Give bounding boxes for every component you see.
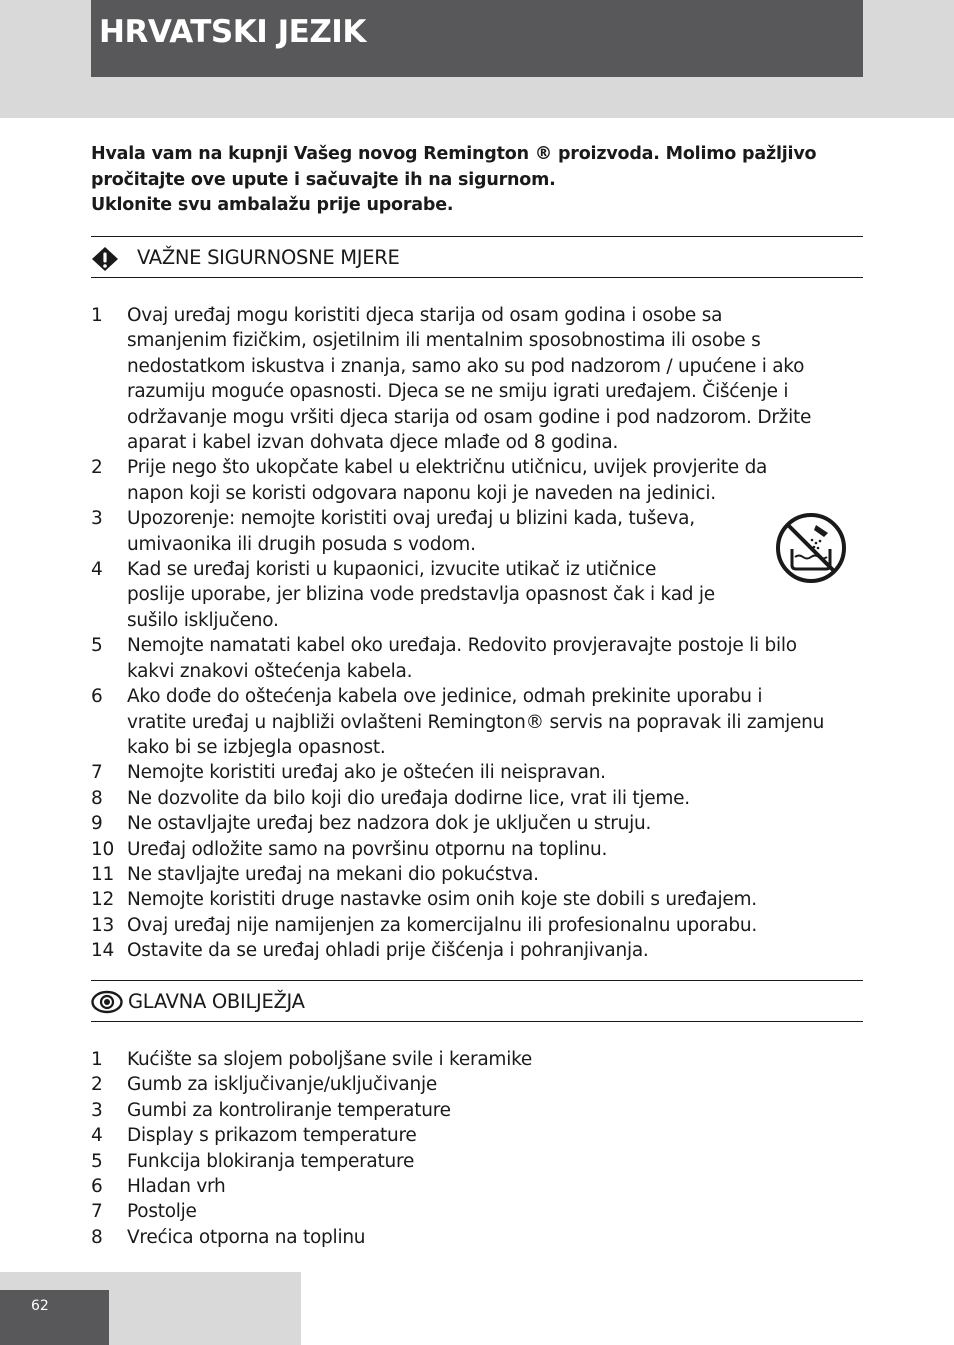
list-item-number: 11	[91, 863, 115, 885]
list-item-text: Ako dođe do oštećenja kabela ove jedinice, odmah prekinite uporabu i	[127, 686, 763, 708]
list-item-text: Prije nego što ukopčate kabel u električnu utičnicu, uvijek provjerite da	[127, 457, 768, 479]
list-item-text: kako bi se izbjegla opasnost.	[127, 736, 386, 758]
feature-list-item	[91, 1225, 863, 1250]
list-item-text: sušilo isključeno.	[127, 609, 279, 631]
safety-list-item	[91, 913, 863, 938]
intro-line: Hvala vam na kupnji Vašeg novog Remington ® proizvoda. Molimo pažljivo	[91, 144, 817, 164]
list-item-text: umivaonika ili drugih posuda s vodom.	[127, 533, 476, 555]
title-bar	[91, 0, 863, 77]
page-number-box	[0, 1290, 109, 1345]
list-item-text: Nemojte namatati kabel oko uređaja. Redovito provjeravajte postoje li bilo	[127, 635, 797, 657]
safety-list-item	[91, 455, 863, 506]
list-item-number: 5	[91, 1150, 103, 1172]
list-item-text: Kad se uređaj koristi u kupaonici, izvucite utikač iz utičnice	[127, 559, 657, 581]
eye-icon	[91, 990, 123, 1018]
list-item-number: 14	[91, 940, 115, 962]
list-item-number: 5	[91, 635, 103, 657]
list-item-number: 7	[91, 1201, 103, 1223]
feature-list-item	[91, 1174, 863, 1199]
safety-list-item	[91, 303, 863, 455]
feature-list-item	[91, 1047, 863, 1072]
list-item-text: Uređaj odložite samo na površinu otpornu na toplinu.	[127, 838, 608, 860]
list-item-text: nedostatkom iskustva i znanja, samo ako su pod nadzorom / upućene i ako	[127, 355, 805, 377]
list-item-number: 1	[91, 305, 103, 326]
list-item-text: napon koji se koristi odgovara naponu koji je naveden na jedinici.	[127, 482, 716, 504]
list-item-number: 4	[91, 1125, 103, 1147]
intro-line: pročitajte ove upute i sačuvajte ih na sigurnom.	[91, 169, 556, 190]
list-item-text: Nemojte koristiti uređaj ako je oštećen ili neispravan.	[127, 762, 606, 784]
page-number: 62	[31, 1298, 49, 1314]
list-item-text: Gumbi za kontroliranje temperature	[127, 1099, 451, 1121]
no-water-icon	[776, 513, 846, 583]
safety-heading: VAŽNE SIGURNOSNE MJERE	[137, 246, 400, 269]
feature-list-item	[91, 1098, 863, 1123]
list-item-text: Funkcija blokiranja temperature	[127, 1150, 415, 1172]
safety-list-item	[91, 786, 863, 811]
list-item-number: 8	[91, 1226, 103, 1248]
feature-list-item	[91, 1149, 863, 1174]
list-item-text: Ne ostavljajte uređaj bez nadzora dok je uključen u struju.	[127, 813, 652, 835]
safety-list-item	[91, 811, 863, 836]
list-item-text: kakvi znakovi oštećenja kabela.	[127, 660, 413, 682]
list-item-number: 3	[91, 508, 103, 530]
list-item-number: 2	[91, 1074, 103, 1096]
feature-list-item	[91, 1199, 863, 1224]
list-item-number: 8	[91, 787, 103, 809]
page-title: HRVATSKI JEZIK	[99, 14, 366, 50]
safety-list-item	[91, 887, 863, 912]
list-item-number: 6	[91, 1176, 103, 1198]
safety-list-item	[91, 684, 863, 760]
safety-list-item	[91, 938, 863, 963]
list-item-text: Display s prikazom temperature	[127, 1125, 417, 1147]
list-item-number: 1	[91, 1049, 103, 1070]
list-item-text: Vrećica otporna na toplinu	[127, 1226, 366, 1248]
list-item-number: 7	[91, 762, 103, 784]
list-item-number: 4	[91, 559, 103, 581]
safety-list-item	[91, 837, 863, 862]
features-list	[91, 1047, 863, 1250]
list-item-number: 6	[91, 686, 103, 708]
list-item-number: 10	[91, 838, 115, 860]
list-item-text: Ovaj uređaj mogu koristiti djeca starija od osam godina i osobe sa	[127, 305, 723, 326]
warning-icon	[91, 246, 119, 276]
list-item-text: Nemojte koristiti druge nastavke osim onih koje ste dobili s uređajem.	[127, 889, 757, 911]
list-item-number: 2	[91, 457, 103, 479]
features-section-header	[91, 980, 863, 1022]
list-item-text: razumiju moguće opasnosti. Djeca se ne smiju igrati uređajem. Čišćenje i	[127, 381, 789, 403]
list-item-text: Ne stavljajte uređaj na mekani dio pokućstva.	[127, 863, 539, 885]
intro-paragraph	[91, 142, 861, 219]
list-item-text: Ovaj uređaj nije namijenjen za komercijalnu ili profesionalnu uporabu.	[127, 914, 757, 936]
list-item-number: 13	[91, 914, 115, 936]
intro-line: Uklonite svu ambalažu prije uporabe.	[91, 195, 454, 215]
safety-list-item	[91, 633, 863, 684]
safety-list-item	[91, 557, 863, 633]
list-item-text: Upozorenje: nemojte koristiti ovaj uređaj u blizini kada, tuševa,	[127, 508, 695, 530]
feature-list-item	[91, 1072, 863, 1097]
list-item-number: 12	[91, 889, 115, 911]
safety-list-item	[91, 506, 863, 557]
feature-list-item	[91, 1123, 863, 1148]
list-item-text: poslije uporabe, jer blizina vode predstavlja opasnost čak i kad je	[127, 584, 715, 606]
list-item-text: Ostavite da se uređaj ohladi prije čišćenja i pohranjivanja.	[127, 940, 649, 962]
list-item-text: Kućište sa slojem poboljšane svile i keramike	[127, 1049, 533, 1070]
list-item-text: smanjenim fizičkim, osjetilnim ili mentalnim sposobnostima ili osobe s	[127, 330, 761, 352]
list-item-text: Postolje	[127, 1201, 197, 1223]
features-heading: GLAVNA OBILJEŽJA	[128, 990, 305, 1013]
list-item-number: 9	[91, 813, 103, 835]
list-item-text: Hladan vrh	[127, 1176, 226, 1198]
list-item-text: održavanje mogu vršiti djeca starija od osam godine i pod nadzorom. Držite	[127, 406, 812, 428]
list-item-text: aparat i kabel izvan dohvata djece mlađe od 8 godina.	[127, 432, 619, 454]
list-item-number: 3	[91, 1099, 103, 1121]
safety-list-item	[91, 760, 863, 785]
safety-section-header	[91, 236, 863, 278]
safety-list-item	[91, 862, 863, 887]
list-item-text: Gumb za isključivanje/uključivanje	[127, 1074, 437, 1096]
list-item-text: Ne dozvolite da bilo koji dio uređaja dodirne lice, vrat ili tjeme.	[127, 787, 690, 809]
list-item-text: vratite uređaj u najbliži ovlašteni Remington® servis na popravak ili zamjenu	[127, 711, 825, 733]
safety-list	[91, 303, 863, 964]
